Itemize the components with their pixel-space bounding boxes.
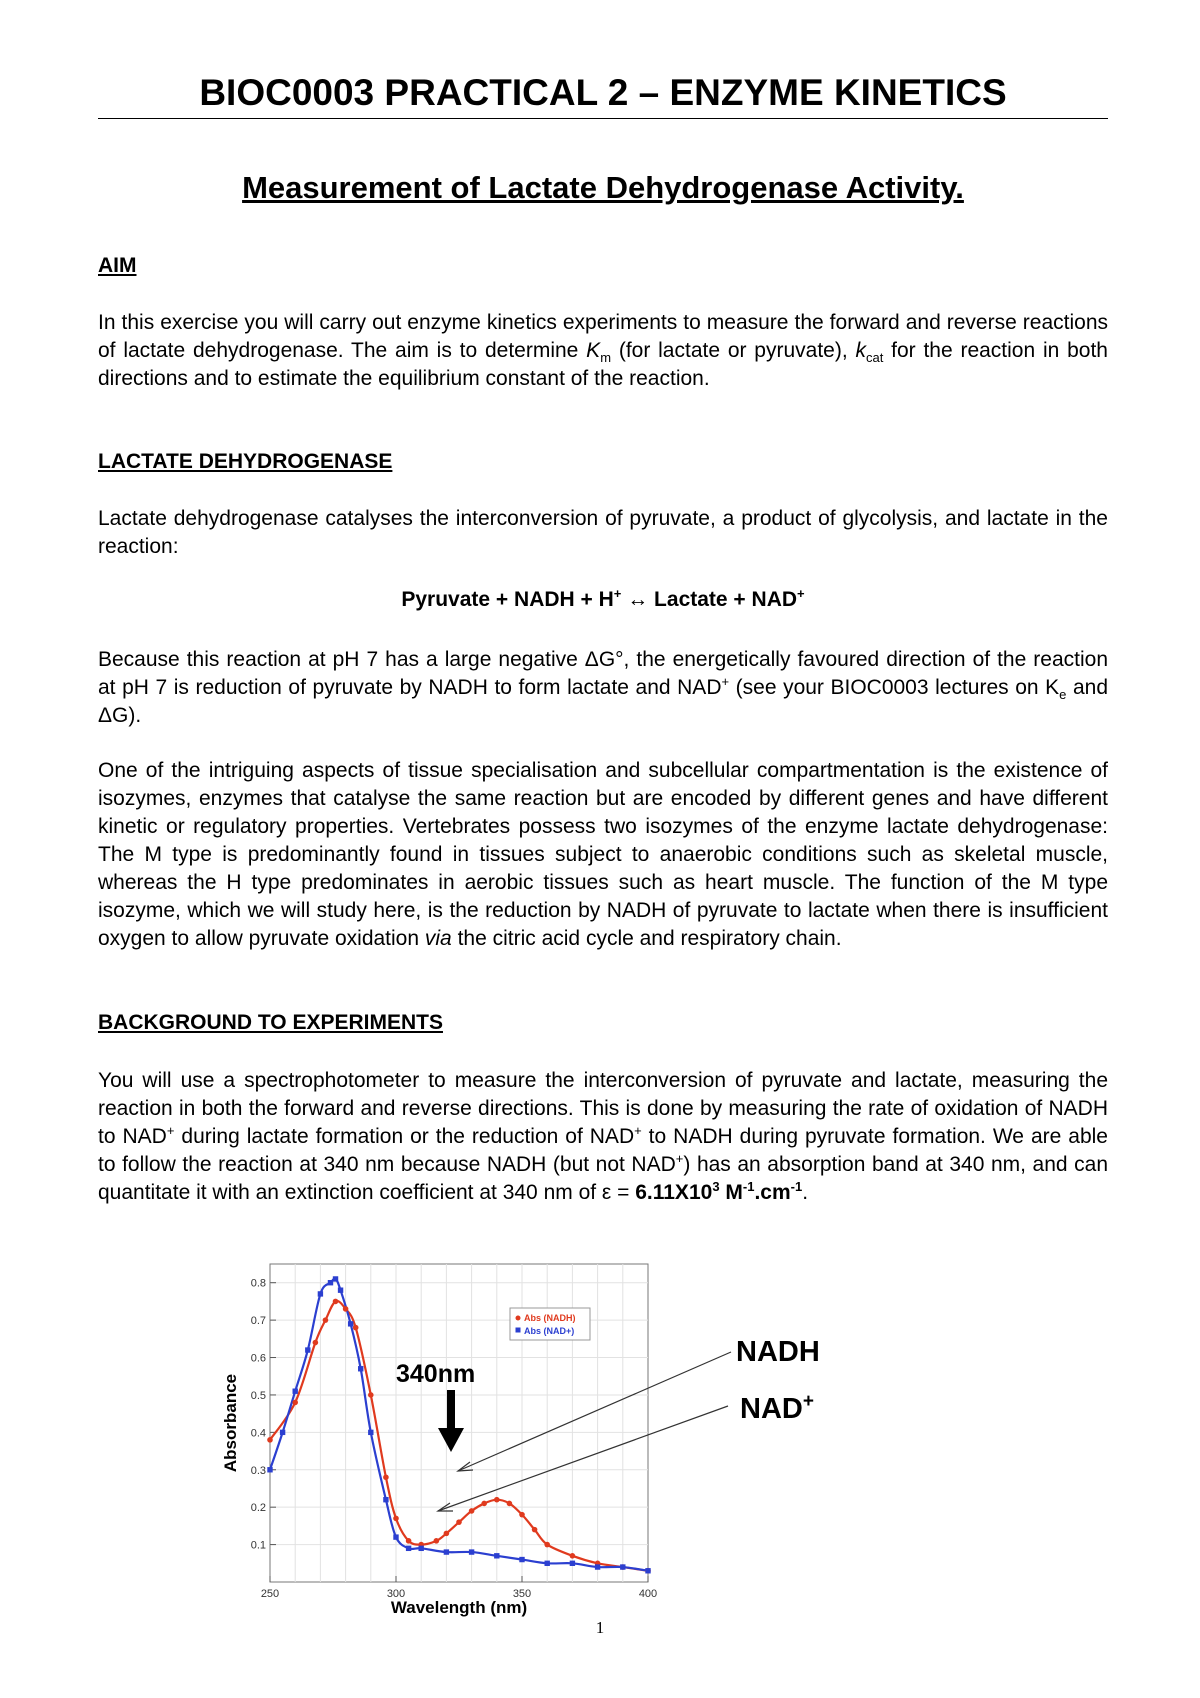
data-point-nad — [358, 1366, 363, 1371]
legend-marker-nad — [516, 1328, 521, 1333]
data-point-nad — [328, 1280, 333, 1285]
data-point-nad — [280, 1430, 285, 1435]
data-point-nad — [595, 1564, 600, 1569]
kcat-symbol: k — [855, 339, 866, 362]
ldh-intro-paragraph: Lactate dehydrogenase catalyses the interconversion of pyruvate, a product of glycolysis, and lactate in the reaction: — [98, 507, 1108, 558]
nadh-callout-label: NADH — [736, 1336, 820, 1368]
data-point-nadh — [444, 1531, 450, 1537]
legend-label-nad: Abs (NAD+) — [524, 1326, 575, 1336]
data-point-nadh — [494, 1497, 500, 1503]
data-point-nadh — [532, 1527, 538, 1533]
data-point-nadh — [570, 1553, 576, 1559]
data-point-nad — [267, 1467, 272, 1472]
legend-label-nadh: Abs (NADH) — [524, 1313, 576, 1323]
data-point-nad — [545, 1561, 550, 1566]
peak-340nm-label: 340nm — [396, 1360, 476, 1388]
data-point-nadh — [519, 1512, 525, 1518]
x-tick-label: 400 — [638, 1588, 658, 1600]
title-underline — [98, 118, 1108, 119]
plot-frame — [270, 1264, 648, 1582]
y-tick-label: 0.7 — [250, 1315, 266, 1328]
y-tick-label: 0.2 — [250, 1502, 266, 1515]
y-tick-label: 0.8 — [250, 1277, 266, 1290]
data-point-nad — [318, 1291, 323, 1296]
data-point-nadh — [393, 1516, 399, 1522]
data-point-nad — [570, 1561, 575, 1566]
y-tick-label: 0.1 — [250, 1539, 266, 1552]
document-title: BIOC0003 PRACTICAL 2 – ENZYME KINETICS — [199, 72, 1007, 113]
kcat-subscript: cat — [865, 350, 884, 366]
data-point-nadh — [353, 1325, 359, 1331]
data-point-nadh — [368, 1392, 374, 1398]
legend-marker-nadh — [516, 1316, 521, 1321]
data-point-nadh — [267, 1437, 273, 1443]
y-tick-label: 0.5 — [250, 1389, 266, 1402]
data-point-nad — [383, 1497, 388, 1502]
aim-heading: AIM — [98, 254, 137, 277]
background-paragraph: You will use a spectrophotometer to measure the interconversion of pyruvate and lactate, measuring the reaction in both the forward and reverse directions. This is done by measuring the rate of oxidation of NADH to NAD+ during lactate formation or the reduction of NAD+ to NADH during pyruvate formation. We are able to follow the reaction at 340 nm because NADH (but not NAD+) has an absorption band at 340 nm, and can quantitate it with an extinction coefficient at 340 nm of $\varepsilon = 6.11X10^3$ $M^{-1}.cm^{-1}$. — [98, 1069, 1109, 1204]
y-tick-label: 0.4 — [250, 1427, 266, 1440]
data-point-nadh — [383, 1474, 389, 1480]
km-subscript: m — [600, 350, 612, 366]
data-point-nad — [444, 1549, 449, 1554]
data-point-nadh — [544, 1542, 550, 1548]
absorbance-chart — [218, 1256, 898, 1624]
data-point-nadh — [406, 1538, 412, 1544]
y-tick-label: 0.3 — [250, 1464, 266, 1477]
data-point-nad — [348, 1321, 353, 1326]
km-symbol: K — [586, 339, 601, 362]
delta-g-paragraph: Because this reaction at pH 7 has a large negative ΔG°, the energetically favoured direction of the reaction at pH 7 is reduction of pyruvate by NADH to form lactate and NAD+ (see your BIOC0003 lectures on $K_e$ and ΔG). — [98, 648, 1108, 727]
data-point-nadh — [469, 1508, 475, 1514]
data-point-nadh — [313, 1340, 319, 1346]
x-axis-label: Wavelength (nm) — [390, 1598, 528, 1617]
y-axis-label: Absorbance — [221, 1373, 240, 1473]
data-point-nad — [293, 1389, 298, 1394]
data-point-nad — [368, 1430, 373, 1435]
data-point-nadh — [323, 1317, 329, 1323]
chart-legend — [510, 1308, 590, 1340]
data-point-nadh — [333, 1299, 339, 1305]
data-point-nad — [338, 1287, 343, 1292]
x-tick-label: 300 — [386, 1588, 406, 1600]
document-subtitle: Measurement of Lactate Dehydrogenase Activity. — [242, 170, 964, 205]
data-point-nadh — [507, 1501, 513, 1507]
data-point-nad — [406, 1546, 411, 1551]
background-heading: BACKGROUND TO EXPERIMENTS — [98, 1011, 443, 1034]
aim-paragraph: In this exercise you will carry out enzyme kinetics experiments to measure the forward and reverse reactions of lactate dehydrogenase. The aim is to determine $K_m$ (for lactate or pyruvate), $k_{cat}$ for the reaction in both directions and to estimate the equilibrium constant of the reaction. — [98, 311, 1108, 390]
data-point-nadh — [434, 1538, 440, 1544]
data-point-nad — [305, 1347, 310, 1352]
data-point-nad — [519, 1557, 524, 1562]
x-tick-label: 250 — [260, 1588, 280, 1600]
data-point-nad — [469, 1549, 474, 1554]
absorbance-spectrum-figure — [218, 1256, 898, 1624]
data-point-nadh — [481, 1501, 487, 1507]
y-tick-label: 0.6 — [250, 1352, 266, 1365]
data-point-nadh — [343, 1306, 349, 1312]
ldh-heading: LACTATE DEHYDROGENASE — [98, 450, 393, 473]
nad-callout-label: NAD+ — [740, 1391, 814, 1425]
isozymes-paragraph: One of the intriguing aspects of tissue specialisation and subcellular compartmentation is the existence of isozymes, enzymes that catalyse the same reaction but are encoded by different genes and have different kinetic or regulatory properties. Vertebrates possess two isozymes of the enzyme lactate dehydrogenase: The M type is predominantly found in tissues subject to anaerobic conditions such as skeletal muscle, whereas the H type predominates in aerobic tissues such as heart muscle. The function of the M type isozyme, which we will study here, is the reduction by NADH of pyruvate to lactate when there is insufficient oxygen to allow pyruvate oxidation via the citric acid cycle and respiratory chain. — [98, 759, 1108, 950]
data-point-nad — [393, 1534, 398, 1539]
data-point-nad — [494, 1553, 499, 1558]
data-point-nadh — [456, 1519, 462, 1525]
data-point-nad — [620, 1564, 625, 1569]
data-point-nad — [419, 1546, 424, 1551]
data-point-nadh — [292, 1400, 298, 1406]
x-tick-label: 350 — [512, 1588, 532, 1600]
extinction-coefficient: $6.11X10^3$ $M^{-1}.cm^{-1}$ — [635, 1179, 803, 1204]
page-number: 1 — [595, 1618, 605, 1637]
reaction-equation: Pyruvate + NADH + H+ ↔ Lactate + NAD+ — [401, 586, 805, 611]
data-point-nad — [333, 1276, 338, 1281]
data-point-nad — [645, 1568, 650, 1573]
